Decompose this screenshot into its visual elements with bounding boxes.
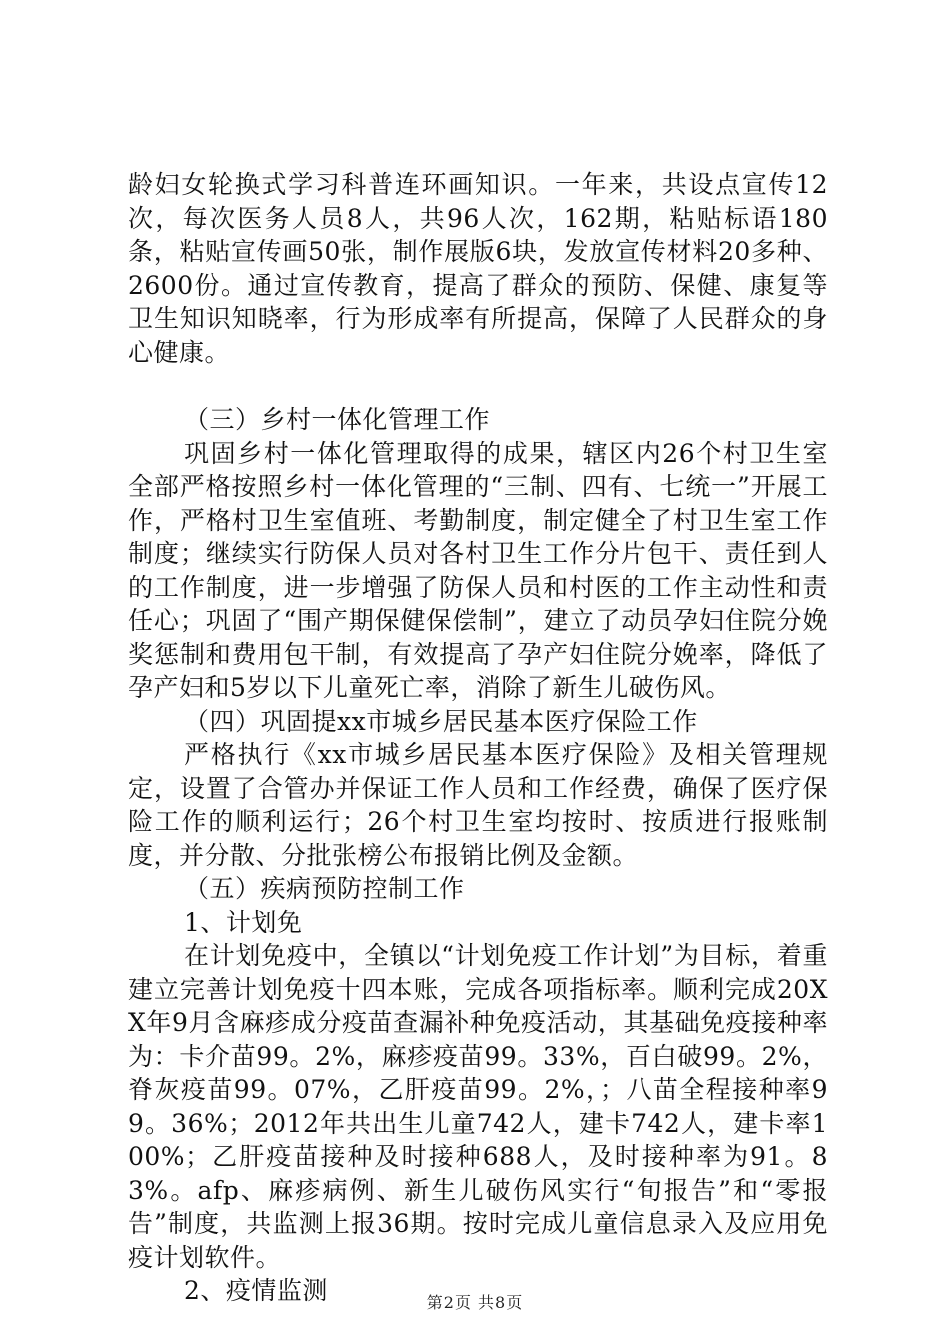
subheading-immunization: 1、计划免 — [184, 907, 303, 937]
paragraph-immunization: 在计划免疫中，全镇以“计划免疫工作计划”为目标，着重建立完善计划免疫十四本账，完成各项指标率。顺利完成20XX年9月含麻疹成分疫苗查漏补种免疫活动，其基础免疫接种率为：卡介苗99。2%，麻疹疫苗99。33%，百白破99。2%，脊灰疫苗99。07%，乙肝疫苗99。2%，；八苗全程接种率99。36%；2012年共出生儿童742人，建卡742人，建卡率100%；乙肝疫苗接种及时接种688人，及时接种率为91。83%。afp、麻疹病例、新生儿破伤风实行“旬报告”和“零报告”制度，共监测上报36期。按时完成儿童信息录入及应用免疫计划软件。 — [128, 941, 828, 1272]
paragraph-gap — [128, 369, 828, 403]
section-heading-5: （五）疾病预防控制工作 — [184, 874, 465, 903]
subheading-epidemic-monitoring: 2、疫情监测 — [184, 1276, 328, 1305]
section-heading-4: （四）巩固提xx市城乡居民基本医疗保险工作 — [184, 706, 698, 736]
paragraph-medical-insurance: 严格执行《xx市城乡居民基本医疗保险》及相关管理规定，设置了合管办并保证工作人员和工作经费，确保了医疗保险工作的顺利运行；26个村卫生室均按时、按质进行报账制度，并分散、分批张榜公布报销比例及金额。 — [128, 740, 828, 870]
paragraph-rural-management: 巩固乡村一体化管理取得的成果，辖区内26个村卫生室全部严格按照乡村一体化管理的“三制、四有、七统一”开展工作，严格村卫生室值班、考勤制度，制定健全了村卫生室工作制度；继续实行防保人员对各村卫生工作分片包干、责任到人的工作制度，进一步增强了防保人员和村医的工作主动性和责任心；巩固了“围产期保健保偿制”，建立了动员孕妇住院分娩奖惩制和费用包干制，有效提高了孕产妇住院分娩率，降低了孕产妇和5岁以下儿童死亡率，消除了新生儿破伤风。 — [128, 438, 828, 702]
paragraph-publicity-summary: 龄妇女轮换式学习科普连环画知识。一年来，共设点宣传12次，每次医务人员8人，共96人次，162期，粘贴标语180条，粘贴宣传画50张，制作展版6块，发放宣传材料20多种、2600份。通过宣传教育，提高了群众的预防、保健、康复等卫生知识知晓率，行为形成率有所提高，保障了人民群众的身心健康。 — [128, 170, 828, 367]
document-body — [128, 168, 828, 1308]
section-heading-3: （三）乡村一体化管理工作 — [184, 405, 491, 434]
page-number-footer: 第2页 共8页 — [426, 1293, 524, 1312]
